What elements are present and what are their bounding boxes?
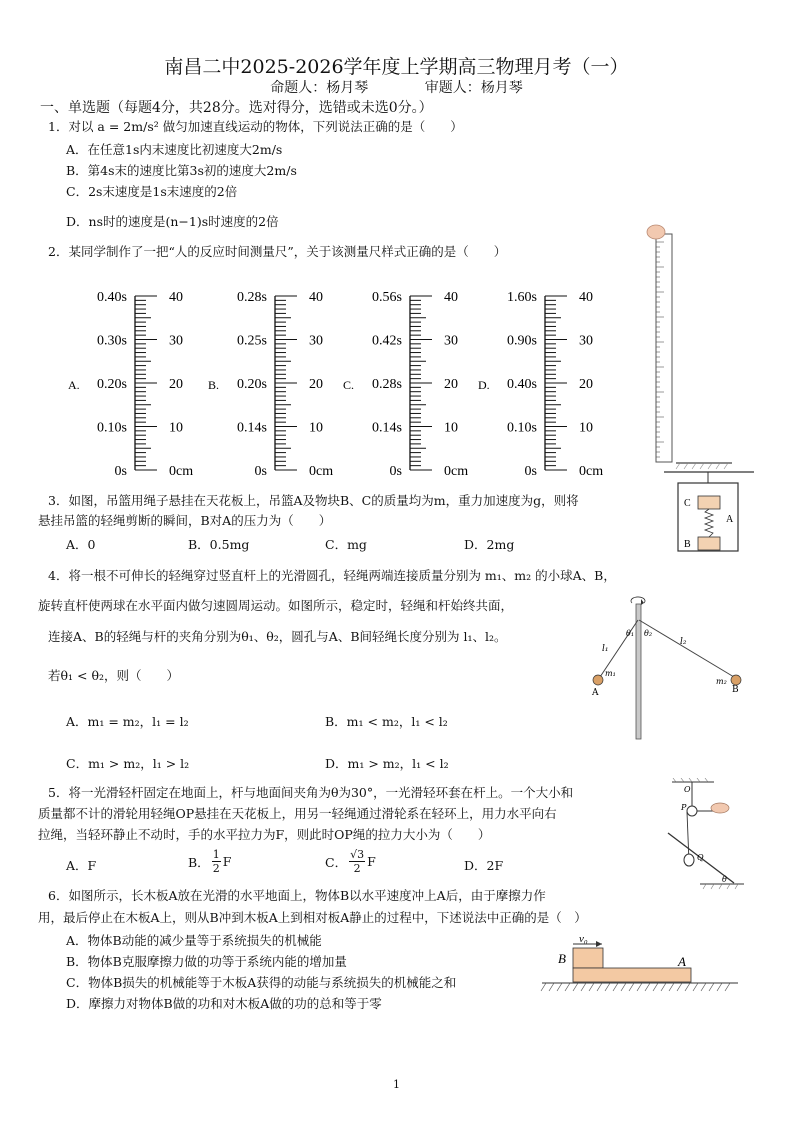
- scale-cm-label: 0cm: [169, 464, 194, 479]
- q5-option-c-fraction: [349, 848, 365, 875]
- ground-hatch: [709, 983, 714, 991]
- q3-option-c: C．mg: [325, 537, 367, 552]
- scale-letter: A.: [68, 378, 80, 392]
- label-o: O: [684, 785, 691, 794]
- scale-time-label: 0.42s: [372, 333, 402, 349]
- hand-icon: [711, 803, 729, 813]
- scale-time-label: 0.20s: [237, 377, 267, 392]
- scale-option-1: [68, 290, 193, 479]
- label-l1: l₁: [602, 644, 609, 654]
- q4-option-a: A．m₁ = m₂，l₁ = l₂: [66, 714, 189, 729]
- label-a: A: [678, 954, 686, 969]
- scale-cm-label: 0cm: [309, 464, 334, 479]
- label-q: Q: [697, 853, 704, 862]
- scale-cm-label: 30: [444, 333, 458, 349]
- q5-option-b-fraction: [212, 848, 221, 875]
- q5-option-c: [325, 848, 376, 875]
- q5-stem-line3: 拉绳，当轻环静止不动时，手的水平拉力为F，则此时OP绳的拉力大小为（ ）: [38, 827, 491, 842]
- scale-option-4: [478, 290, 603, 479]
- scale-time-label: 0.56s: [372, 290, 402, 305]
- pulley-ring-figure: [664, 778, 744, 890]
- scale-cm-label: 20: [444, 377, 458, 392]
- ground-hatch: [701, 983, 706, 991]
- ground-hatch: [693, 983, 698, 991]
- label-b: B: [732, 685, 739, 695]
- board-block-figure: [540, 924, 740, 996]
- label-l2: l₂: [680, 637, 687, 647]
- scale-cm-label: 20: [169, 377, 183, 392]
- scale-time-label: 0s: [389, 464, 402, 479]
- hand-icon: [647, 225, 665, 239]
- ground-hatch: [621, 983, 626, 991]
- rope-l2: [639, 620, 734, 677]
- vertical-rod: [636, 604, 641, 739]
- board-a: [573, 968, 691, 982]
- scale-time-label: 0.10s: [507, 420, 537, 436]
- basket-figure: [664, 470, 754, 558]
- q3-option-a: A．0: [66, 537, 96, 552]
- scale-cm-label: 30: [309, 333, 323, 349]
- q1-option-d: D．ns时的速度是(n−1)s时速度的2倍: [66, 214, 279, 229]
- ground-hatch: [549, 983, 554, 991]
- block-b: [573, 948, 603, 968]
- scale-cm-label: 10: [444, 420, 458, 436]
- q4-option-d: D．m₁ > m₂，l₁ < l₂: [325, 756, 449, 771]
- q2-scales-figure: [60, 284, 620, 484]
- scale-cm-label: 30: [579, 333, 593, 349]
- q5-option-b: [188, 848, 231, 875]
- q6-stem-line2: 用，最后停止在木板A上，则从B冲到木板A上到相对板A静止的过程中，下述说法中正确的是（ ）: [38, 910, 587, 925]
- page-title: 南昌二中2025-2026学年度上学期高三物理月考（一）: [164, 56, 629, 78]
- q5-stem-line1: 5．将一光滑轻杆固定在地面上，杆与地面间夹角为θ为30°，一光滑轻环套在杆上。一个大小和: [48, 785, 574, 800]
- scale-cm-label: 20: [309, 377, 323, 392]
- label-b: B: [684, 539, 691, 550]
- q3-stem-line1: 3．如图，吊篮用绳子悬挂在天花板上，吊篮A及物块B、C的质量均为m，重力加速度为g，则将: [48, 493, 579, 508]
- scale-time-label: 0.20s: [97, 377, 127, 392]
- ground-hatch: [637, 983, 642, 991]
- q4-stem-line2: 旋转直杆使两球在水平面内做匀速圆周运动。如图所示，稳定时，轻绳和杆始终共面，: [38, 598, 514, 613]
- scale-time-label: 0s: [114, 464, 127, 479]
- ground-hatch: [669, 983, 674, 991]
- ground-hatch: [565, 983, 570, 991]
- block-c: [698, 496, 720, 509]
- q5-option-c-numerator: √3: [350, 848, 365, 861]
- q6-stem-line1: 6．如图所示，长木板A放在光滑的水平地面上，物体B以水平速度冲上A后，由于摩擦力作: [48, 888, 546, 903]
- q2-stem: 2．某同学制作了一把“人的反应时间测量尺”，关于该测量尺样式正确的是（ ）: [48, 244, 507, 259]
- scale-time-label: 0.30s: [97, 333, 127, 349]
- q5-stem-line2: 质量都不计的滑轮用轻绳OP悬挂在天花板上，用另一轻绳通过滑轮系在轻环上，用力水平向右: [38, 806, 557, 821]
- scale-letter: B.: [208, 378, 220, 392]
- ground-hatch: [605, 983, 610, 991]
- scale-letter: C.: [343, 378, 355, 392]
- scale-time-label: 0.28s: [372, 377, 402, 392]
- reviewer: 审题人：杨月琴: [424, 80, 523, 96]
- scale-time-label: 0.25s: [237, 333, 267, 349]
- ground-hatch: [597, 983, 602, 991]
- q5-option-b-denominator: 2: [212, 862, 220, 875]
- ground-hatch: [717, 983, 722, 991]
- ground-hatch: [677, 983, 682, 991]
- label-theta2: θ₂: [644, 629, 653, 638]
- setter: 命题人：杨月琴: [270, 80, 369, 96]
- scale-time-label: 1.60s: [507, 290, 537, 305]
- q3-stem-line2: 悬挂吊篮的轻绳剪断的瞬间，B对A的压力为（ ）: [38, 513, 332, 528]
- ground-hatch: [645, 983, 650, 991]
- q1-option-b: B．第4s末的速度比第3s初的速度大2m/s: [66, 163, 297, 178]
- ring: [684, 854, 694, 866]
- scale-cm-label: 10: [309, 420, 323, 436]
- q1-option-a: A．在任意1s内末速度比初速度大2m/s: [66, 142, 283, 157]
- scale-time-label: 0.10s: [97, 420, 127, 436]
- ball-b: [731, 675, 741, 685]
- q4-option-b: B．m₁ < m₂，l₁ < l₂: [325, 714, 448, 729]
- scale-cm-label: 40: [579, 290, 593, 305]
- scale-cm-label: 30: [169, 333, 183, 349]
- scale-time-label: 0s: [254, 464, 267, 479]
- scale-time-label: 0.40s: [507, 377, 537, 392]
- label-theta1: θ₁: [626, 629, 635, 638]
- ground-hatch: [613, 983, 618, 991]
- authors-line: [0, 77, 793, 97]
- q3-option-d: D．2mg: [464, 537, 515, 552]
- ground-hatch: [725, 983, 730, 991]
- ground-hatch: [661, 983, 666, 991]
- scale-option-3: [343, 290, 468, 479]
- q3-option-b: B．0.5mg: [188, 537, 250, 552]
- ground-hatch: [685, 983, 690, 991]
- q5-option-b-numerator: 1: [212, 848, 220, 861]
- q5-option-c-var: F: [367, 854, 376, 869]
- label-m2: m₂: [716, 677, 727, 686]
- q6-option-b: B．物体B克服摩擦力做的功等于系统内能的增加量: [66, 954, 347, 969]
- ball-a: [593, 675, 603, 685]
- q5-option-a: A．F: [66, 858, 97, 873]
- ground-hatch: [557, 983, 562, 991]
- scale-cm-label: 40: [169, 290, 183, 305]
- label-b: B: [558, 951, 566, 966]
- ground-hatch: [541, 983, 546, 991]
- scale-option-2: [208, 290, 333, 479]
- label-c: C: [684, 498, 691, 509]
- q5-option-c-denominator: 2: [353, 862, 361, 875]
- ground-hatch: [573, 983, 578, 991]
- scale-letter: D.: [478, 378, 490, 392]
- ground-hatch: [629, 983, 634, 991]
- q4-stem-line1: 4．将一根不可伸长的轻绳穿过竖直杆上的光滑圆孔，轻绳两端连接质量分别为 m₁、m₂ 的小球A、B，: [48, 568, 616, 583]
- q6-option-c: C．物体B损失的机械能等于木板A获得的动能与系统损失的机械能之和: [66, 975, 457, 990]
- q6-option-d: D．摩擦力对物体B做的功和对木板A做的功的总和等于零: [66, 996, 382, 1011]
- label-p: P: [681, 803, 687, 812]
- scale-cm-label: 40: [309, 290, 323, 305]
- scale-time-label: 0s: [524, 464, 537, 479]
- page-number: 1: [393, 1078, 400, 1091]
- ground-hatch: [653, 983, 658, 991]
- section-heading: 一、单选题（每题4分，共28分。选对得分，选错或未选0分。）: [40, 100, 433, 116]
- scale-time-label: 0.14s: [237, 420, 267, 436]
- q5-option-c-letter: C．: [325, 854, 348, 870]
- scale-time-label: 0.28s: [237, 290, 267, 305]
- q1-stem: 1．对以 a = 2m/s² 做匀加速直线运动的物体，下列说法正确的是（ ）: [48, 119, 463, 134]
- pulley: [687, 806, 697, 816]
- spring: [705, 509, 713, 537]
- block-b: [698, 537, 720, 550]
- scale-cm-label: 10: [169, 420, 183, 436]
- scale-cm-label: 10: [579, 420, 593, 436]
- label-a: A: [592, 688, 599, 698]
- q4-stem-line3: 连接A、B的轻绳与杆的夹角分别为θ₁、θ₂，圆孔与A、B间轻绳长度分别为 l₁、l₂。: [48, 629, 507, 644]
- q4-option-c: C．m₁ > m₂，l₁ > l₂: [66, 756, 190, 771]
- scale-time-label: 0.40s: [97, 290, 127, 305]
- q6-option-a: A．物体B动能的减少量等于系统损失的机械能: [66, 933, 322, 948]
- q5-option-b-var: F: [222, 854, 232, 869]
- label-a: A: [726, 514, 734, 525]
- rotating-rod-figure: [582, 596, 752, 741]
- scale-cm-label: 0cm: [444, 464, 469, 479]
- q4-stem-line4: 若θ₁ < θ₂，则（ ）: [48, 668, 179, 683]
- scale-cm-label: 20: [579, 377, 593, 392]
- ruler-figure: [636, 222, 746, 472]
- label-v0: v₀: [579, 933, 588, 945]
- scale-time-label: 0.14s: [372, 420, 402, 436]
- scale-cm-label: 0cm: [579, 464, 604, 479]
- label-m1: m₁: [605, 669, 616, 678]
- velocity-arrow-icon: [596, 941, 602, 947]
- scale-cm-label: 40: [444, 290, 458, 305]
- label-theta: θ: [722, 875, 727, 884]
- q1-option-c: C．2s末速度是1s末速度的2倍: [66, 184, 238, 199]
- scale-time-label: 0.90s: [507, 333, 537, 349]
- ground-hatch: [589, 983, 594, 991]
- q5-option-d: D．2F: [464, 858, 504, 873]
- q5-option-b-letter: B．: [188, 854, 210, 870]
- ground-hatch: [581, 983, 586, 991]
